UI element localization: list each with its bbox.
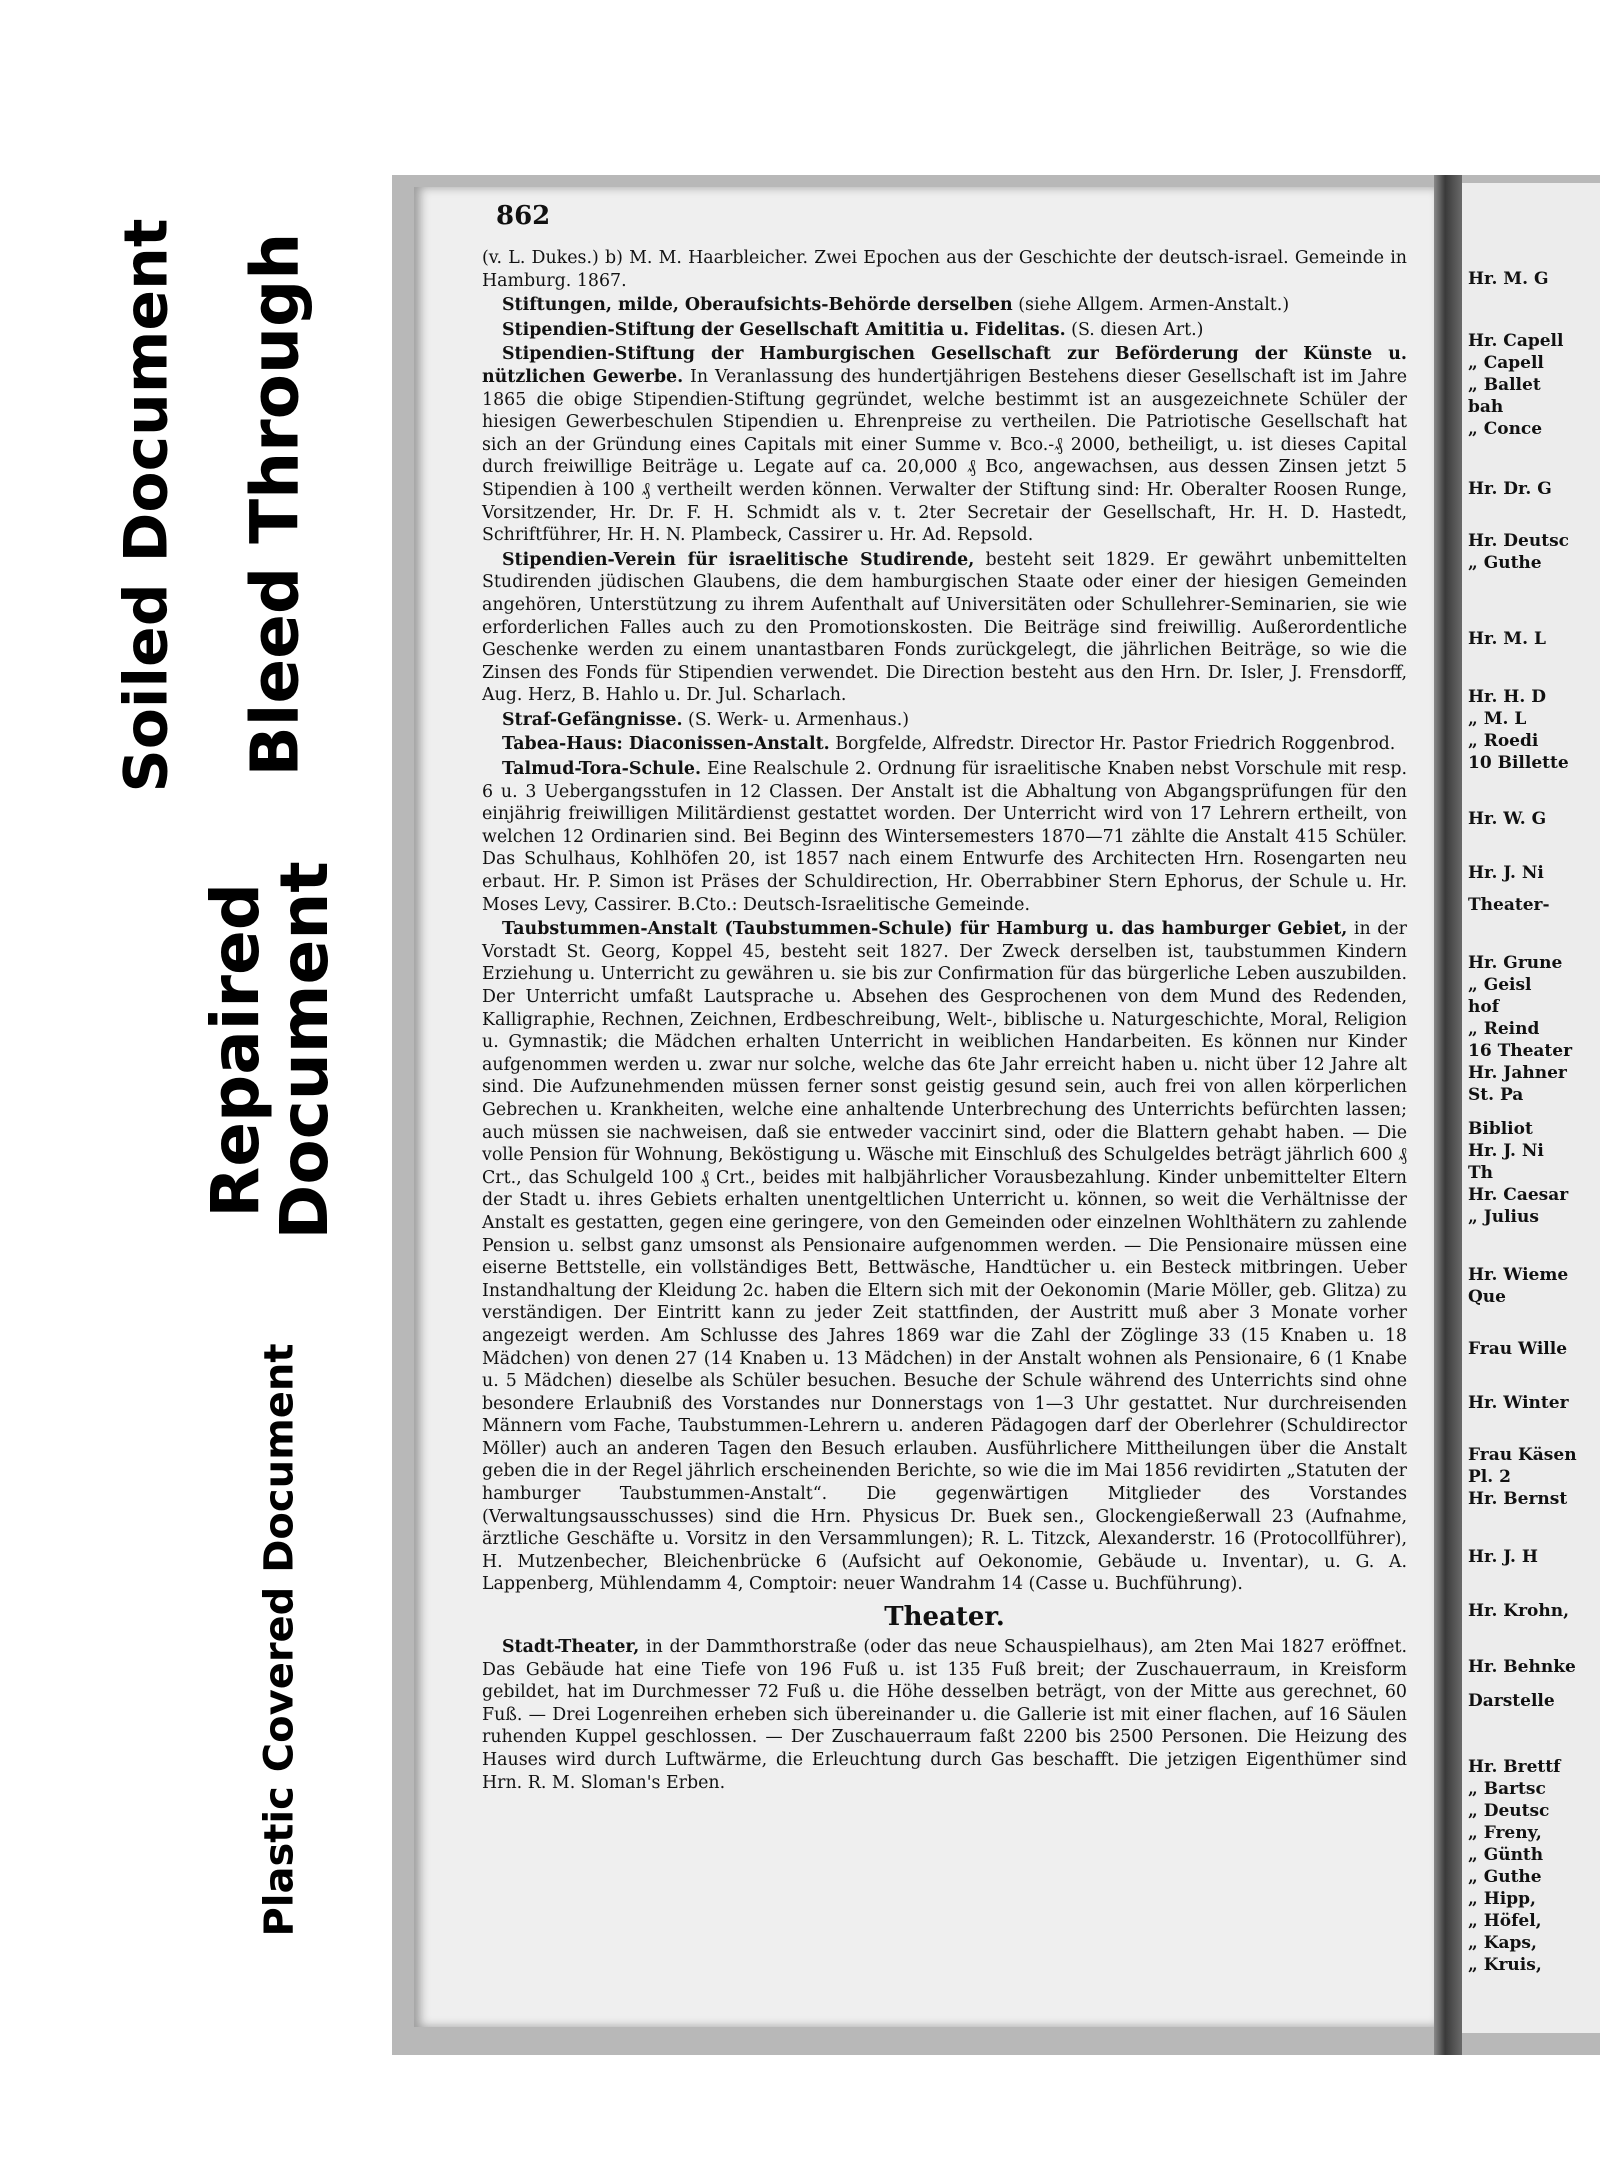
- right-page-line: „ Kruis,: [1468, 1955, 1542, 1975]
- right-page-line: Hr. M. L: [1468, 629, 1546, 649]
- right-page-line: 10 Billette: [1468, 753, 1569, 773]
- right-page-line: Hr. Bernst: [1468, 1489, 1568, 1509]
- right-page-line: Th: [1468, 1163, 1494, 1183]
- entry-body: (siehe Allgem. Armen-Anstalt.): [1012, 295, 1290, 316]
- right-page-line: Hr. Jahner: [1468, 1063, 1567, 1083]
- label-repaired-line-2: Document: [266, 860, 343, 1240]
- right-page-line: Hr. Winter: [1468, 1393, 1569, 1413]
- entry-body: (S. diesen Art.): [1065, 319, 1204, 340]
- label-bleed-through: [215, 210, 335, 800]
- right-page-line: Darstelle: [1468, 1691, 1555, 1711]
- entry-body: Borgfelde, Alfredstr. Director Hr. Pastor Friedrich Roggenbrod.: [829, 734, 1396, 755]
- right-page-line: Hr. Dr. G: [1468, 479, 1552, 499]
- entry-body: (S. Werk- u. Armenhaus.): [682, 709, 910, 730]
- right-page-line: „ Reind: [1468, 1019, 1540, 1039]
- right-page-line: bah: [1468, 397, 1504, 417]
- right-page-line: Hr. J. Ni: [1468, 863, 1544, 883]
- right-page-line: Bibliot: [1468, 1119, 1533, 1139]
- right-page-line: Hr. Wieme: [1468, 1265, 1569, 1285]
- right-page-line: Hr. H. D: [1468, 687, 1546, 707]
- right-page-line: Hr. J. Ni: [1468, 1141, 1544, 1161]
- right-page-line: „ Hipp,: [1468, 1889, 1536, 1909]
- label-repaired-text: [196, 860, 343, 1240]
- entry-heading: Stadt-Theater,: [502, 1637, 640, 1658]
- right-page-line: 16 Theater: [1468, 1041, 1573, 1061]
- right-page-line: Hr. Deutsc: [1468, 531, 1569, 551]
- label-soiled-document: [92, 210, 202, 800]
- page-content: [482, 247, 1407, 1796]
- entry: [482, 343, 1407, 546]
- entry-heading: Stiftungen, milde, Oberaufsichts-Behörde derselben: [502, 295, 1013, 316]
- right-page-line: „ Julius: [1468, 1207, 1539, 1227]
- right-page-line: Hr. Behnke: [1468, 1657, 1576, 1677]
- right-page-line: „ Conce: [1468, 419, 1543, 439]
- label-plastic-text: Plastic Covered Document: [257, 1343, 303, 1937]
- right-page-line: „ Kaps,: [1468, 1933, 1537, 1953]
- right-page-line: „ Deutsc: [1468, 1801, 1550, 1821]
- entry: [482, 758, 1407, 916]
- entry-heading: Straf-Gefängnisse.: [502, 709, 683, 730]
- right-page-line: „ Bartsc: [1468, 1779, 1546, 1799]
- entry-heading: Taubstummen-Anstalt (Taubstummen-Schule) für Hamburg u. das hamburger Gebiet,: [502, 919, 1348, 940]
- scanned-book: [392, 175, 1600, 2055]
- right-page: [1462, 183, 1600, 2033]
- entry: [482, 294, 1407, 317]
- entry-body: in der Dammthorstraße (oder das neue Schauspielhaus), am 2ten Mai 1827 eröffnet. Das Gebäude hat eine Tiefe von 196 Fuß u. ist 135 Fuß breit; der Zuschauerraum, in Kreisform gebildet, hat im Durchmesser 72 Fuß u. die Höhe desselben beträgt, von der Mitte aus gerechnet, 60 Fuß. — Drei Logenreihen erheben sich übereinander u. die Gallerie ist mit einer flachen, auf 16 Säulen ruhenden Kuppel geschlossen. — Der Zuschauerraum faßt 2200 bis 2500 Personen. Die Heizung des Hauses wird durch Luftwärme, die Erleuchtung durch Gas beschafft. Die jetzigen Eigenthümer sind Hrn. R. M. Sloman's Erben.: [482, 1637, 1407, 1793]
- entry: [482, 319, 1407, 342]
- entry: [482, 709, 1407, 732]
- entry-body: in der Vorstadt St. Georg, Koppel 45, besteht seit 1827. Der Zweck derselben ist, taubstummen Kindern Erziehung u. Unterricht zu gewähren u. sie bis zur Confirmation für das bürgerliche Leben auszubilden. Der Unterricht umfaßt Lautsprache u. Absehen des Gesprochenen von dem Mund des Redenden, Kalligraphie, Rechnen, Zeichnen, Erdbeschreibung, Welt-, biblische u. Naturgeschichte, Moral, Religion u. Gymnastik; die Mädchen erhalten Unterricht in weiblichen Handarbeiten. Es können nur Kinder aufgenommen werden u. zwar nur solche, welche das 6te Jahr erreicht haben u. nicht über 12 Jahre alt sind. Die Aufzunehmenden müssen ferner sonst geistig gesund sein, auch frei von allen körperlichen Gebrechen u. Krankheiten, welche eine anhaltende Unterbrechung des Unterrichts befürchten lassen; auch müssen sie nachweisen, daß sie entweder vaccinirt sind, oder die Blattern gehabt haben. — Die volle Pension für Wohnung, Beköstigung u. Wäsche mit Einschluß des Schulgeldes beträgt jährlich 600 ₰ Crt., das Schulgeld 100 ₰ Crt., beides mit halbjährlicher Vorausbezahlung. Kinder unbemittelter Eltern der Stadt u. ihres Gebiets erhalten unentgeltlichen Unterricht u. können, so weit die Verhältnisse der Anstalt es gestatten, gegen eine geringere, von den Gemeinden oder einzelnen Wohlthätern zu zahlende Pension u. selbst ganz umsonst als Pensionaire aufgenommen werden. — Die Pensionaire müssen eine eiserne Bettstelle, ein vollständiges Bett, Bettwäsche, Handtücher u. ein Besteck mitbringen. Ueber Instandhaltung der Kleidung 2c. haben die Eltern sich mit der Oekonomin (Marie Möller, geb. Glitza) zu verständigen. Der Eintritt kann zu jeder Zeit stattfinden, der Austritt muß aber 3 Monate vorher angezeigt werden. Am Schlusse des Jahres 1869 war die Zahl der Zöglinge 33 (15 Knaben u. 18 Mädchen) von denen 27 (14 Knaben u. 13 Mädchen) in der Anstalt wohnen als Pensionaire, 6 (1 Knabe u. 5 Mädchen) dieselbe als Schüler besuchen. Besuche der Schule während des Unterrichts sind ohne besondere Erlaubniß des Vorstandes nur Donnerstags von 1—3 Uhr gestattet. Nur durchreisenden Männern vom Fache, Taubstummen-Lehrern u. anderen Pädagogen darf der Oberlehrer (Schuldirector Möller) auch an anderen Tagen den Besuch erlauben. Ausführlichere Mittheilungen über die Anstalt geben die in der Regel jährlich erscheinenden Berichte, so wie die im Mai 1856 revidirten „Statuten der hamburger Taubstummen-Anstalt“. Die gegenwärtigen Mitglieder des Vorstandes (Verwaltungsausschusses) sind die Hrn. Physicus Dr. Buek sen., Glockengießerwall 23 (Aufnahme, ärztliche Geschäfte u. Vorsitz in den Versammlungen); R. L. Titzck, Alexanderstr. 16 (Protocollführer), H. Mutzenbecher, Bleichenbrücke 6 (Aufsicht auf Oekonomie, Gebäude u. Inventar), u. G. A. Lappenberg, Mühlendamm 4, Comptoir: neuer Wandrahm 14 (Casse u. Buchführung).: [482, 919, 1407, 1595]
- entry-heading: Stipendien-Verein für israelitische Studirende,: [502, 549, 975, 570]
- entry: [482, 549, 1407, 707]
- right-page-line: Hr. Brettf: [1468, 1757, 1561, 1777]
- entry-heading: Tabea-Haus: Diaconissen-Anstalt.: [502, 734, 830, 755]
- right-page-line: „ Guthe: [1468, 553, 1542, 573]
- right-page-line: Frau Wille: [1468, 1339, 1568, 1359]
- entry: [482, 918, 1407, 1596]
- right-page-line: Hr. M. G: [1468, 269, 1549, 289]
- section-title: Theater.: [884, 1602, 1005, 1633]
- right-page-line: „ Geisl: [1468, 975, 1532, 995]
- label-repaired-document: [190, 820, 350, 1280]
- entry-heading: Stipendien-Stiftung der Hamburgischen Gesellschaft zur Beförderung der Künste u. nützlichen Gewerbe.: [482, 344, 1407, 387]
- right-page-line: „ Guthe: [1468, 1867, 1542, 1887]
- entries-list: [482, 294, 1407, 1596]
- right-page-line: Que: [1468, 1287, 1506, 1307]
- entry-heading: Talmud-Tora-Schule.: [502, 759, 702, 780]
- right-page-line: Hr. J. H: [1468, 1547, 1538, 1567]
- right-page-line: St. Pa: [1468, 1085, 1524, 1105]
- entry: [482, 1636, 1407, 1794]
- right-page-line: Hr. Caesar: [1468, 1185, 1569, 1205]
- right-page-line: „ Ballet: [1468, 375, 1541, 395]
- entry-heading: Stipendien-Stiftung der Gesellschaft Amititia u. Fidelitas.: [502, 319, 1066, 340]
- entry-body: besteht seit 1829. Er gewährt unbemittelten Studirenden jüdischen Glaubens, die dem hamburgischen Staate oder einer der hiesigen Gemeinden angehören, Unterstützung zu ihrem Aufenthalt auf Universitäten oder Schullehrer-Seminarien, sie wie erforderlichen Falles auch zu den Promotionskosten. Die Beiträge sind freiwillig. Außerordentliche Geschenke werden zu einem unantastbaren Fonds zurückgelegt, die jährlichen Beiträge, so wie die Zinsen des Fonds für Stipendien verwendet. Die Direction besteht aus den Hrn. Dr. Isler, J. Frensdorff, Aug. Herz, B. Hahlo u. Dr. Jul. Scharlach.: [482, 549, 1407, 706]
- label-soiled-text: Soiled Document: [111, 217, 182, 793]
- intro-paragraph: (v. L. Dukes.) b) M. M. Haarbleicher. Zwei Epochen aus der Geschichte der deutsch-israel. Gemeinde in Hamburg. 1867.: [482, 248, 1407, 291]
- right-page-line: Hr. Grune: [1468, 953, 1563, 973]
- right-page-line: „ Freny,: [1468, 1823, 1542, 1843]
- right-page-line: „ Capell: [1468, 353, 1544, 373]
- entry: [482, 733, 1407, 756]
- right-page-line: Pl. 2: [1468, 1467, 1511, 1487]
- right-page-line: Hr. W. G: [1468, 809, 1547, 829]
- right-page-line: „ M. L: [1468, 709, 1527, 729]
- right-page-line: Hr. Krohn,: [1468, 1601, 1570, 1621]
- left-page: [414, 187, 1434, 2027]
- right-page-line: hof: [1468, 997, 1500, 1017]
- entry-body: In Veranlassung des hundertjährigen Bestehens dieser Gesellschaft ist im Jahre 1865 die obige Stipendien-Stiftung gegründet, welche bestimmt ist an ausgezeichnete Schüler der hiesigen Gewerbeschulen Stipendien u. Ehrenpreise zu vertheilen. Die Patriotische Gesellschaft hat sich an der Gründung eines Capitals mit einer Summe v. Bco.-₰ 2000, betheiligt, u. ist dieses Capital durch freiwillige Beiträge u. Legate auf ca. 20,000 ₰ Bco, angewachsen, aus dessen Zinsen jetzt 5 Stipendien à 100 ₰ vertheilt werden können. Verwalter der Stiftung sind: Hr. Oberalter Roosen Runge, Vorsitzender, Hr. Dr. F. H. Schmidt als v. t. 2ter Secretair der Gesellschaft, Hr. H. D. Hastedt, Schriftführer, Hr. H. N. Plambeck, Cassirer u. Hr. Ad. Repsold.: [482, 366, 1407, 546]
- right-page-line: „ Höfel,: [1468, 1911, 1542, 1931]
- label-repaired-line-1: Repaired: [196, 882, 274, 1218]
- book-gutter: [1434, 175, 1462, 2055]
- theater-entries-list: [482, 1636, 1407, 1794]
- entry-body: Eine Realschule 2. Ordnung für israelitische Knaben nebst Vorschule mit resp. 6 u. 3 Uebergangsstufen in 12 Classen. Der Anstalt ist die Abhaltung von Abgangsprüfungen für den einjährig freiwilligen Militärdienst gestattet worden. Der Unterricht wird von 17 Lehrern ertheilt, von welchen 12 Ordinarien sind. Bei Beginn des Wintersemesters 1870—71 zählte die Anstalt 415 Schüler. Das Schulhaus, Kohlhöfen 20, ist 1857 nach einem Entwurfe des Architecten Hrn. Rosengarten neu erbaut. Hr. P. Simon ist Präses der Schuldirection, Hr. Oberrabbiner Stern Ephorus, der Schule u. Hr. Moses Levy, Cassirer. B.Cto.: Deutsch-Israelitische Gemeinde.: [482, 759, 1407, 915]
- page-number: 862: [496, 201, 551, 231]
- right-page-line: Frau Käsen: [1468, 1445, 1577, 1465]
- right-page-line: „ Roedi: [1468, 731, 1539, 751]
- label-bleed-text: Bleed Through: [236, 233, 314, 777]
- right-page-line: Hr. Capell: [1468, 331, 1564, 351]
- label-plastic-covered-document: [225, 1330, 335, 1950]
- right-page-line: „ Günth: [1468, 1845, 1544, 1865]
- right-page-line: Theater-: [1468, 895, 1550, 915]
